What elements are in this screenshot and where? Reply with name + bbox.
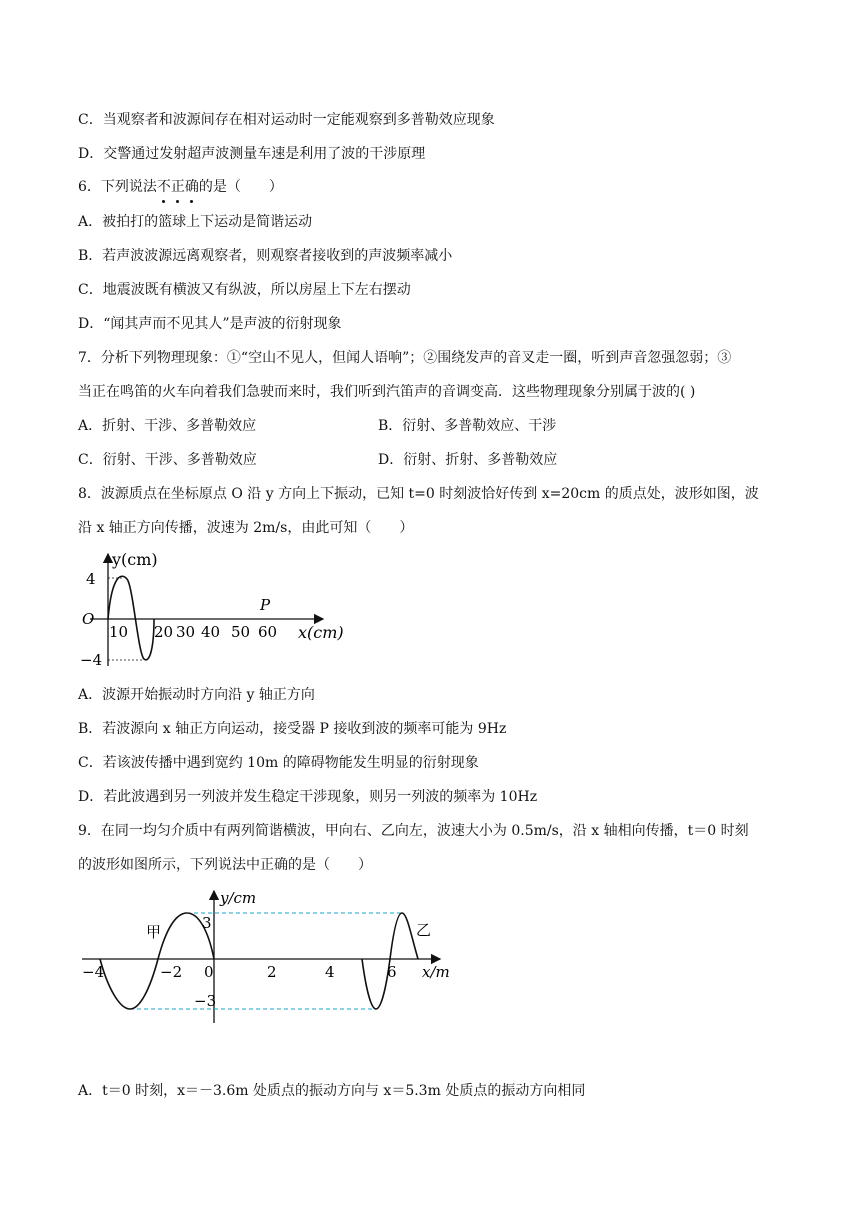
y-tick-3: 3	[202, 914, 212, 932]
q7-option-d: D．衍射、折射、多普勒效应	[378, 452, 558, 468]
x-tick-2: 2	[267, 963, 277, 981]
x-tick-4: 4	[325, 963, 335, 981]
q9-stem-line1: 9．在同一均匀介质中有两列简谐横波，甲向右、乙向左，波速大小为 0.5m/s，沿 x 轴相向传播，t＝0 时刻	[78, 823, 749, 839]
wave-yi-label: 乙	[416, 921, 432, 939]
x-tick-20: 20	[154, 623, 174, 641]
x-tick-40: 40	[201, 623, 221, 641]
q5-option-d: D．交警通过发射超声波测量车速是利用了波的干涉原理	[78, 146, 426, 162]
q6-stem	[78, 177, 283, 197]
q9-stem-line2: 的波形如图所示，下列说法中正确的是（ ）	[78, 857, 372, 873]
wave-jia-label: 甲	[146, 923, 162, 941]
emphasis-char: 不	[156, 179, 171, 195]
x-axis-label: x(cm)	[298, 623, 344, 642]
q7-option-a: A．折射、干涉、多普勒效应	[78, 418, 257, 434]
x-axis-label: x/m	[422, 963, 450, 981]
x-tick-neg2: −2	[160, 963, 183, 981]
x-tick-0: 0	[204, 963, 214, 981]
q6-stem-pre: 6．下列说法	[78, 179, 157, 195]
q7-option-b: B．衍射、多普勒效应、干涉	[378, 418, 557, 434]
y-tick-4: 4	[86, 570, 96, 588]
origin-label: O	[82, 610, 95, 628]
y-axis-label: y/cm	[220, 889, 257, 907]
q9-wave-figure	[78, 885, 458, 1025]
q7-stem-line1: 7．分析下列物理现象：①“空山不见人，但闻人语响”；②围绕发声的音叉走一圈，听到声音忽强忽弱；③	[78, 350, 732, 366]
q8-stem-line1: 8．波源质点在坐标原点 O 沿 y 方向上下振动，已知 t=0 时刻波恰好传到 x=20cm 的质点处，波形如图，波	[78, 486, 759, 502]
x-tick-50: 50	[231, 623, 251, 641]
q8-option-b: B．若波源向 x 轴正方向运动，接受器 P 接收到波的频率可能为 9Hz	[78, 721, 507, 737]
y-tick-neg4: −4	[80, 651, 103, 669]
y-axis-label: y(cm)	[112, 550, 158, 569]
emphasis-char: 确	[184, 179, 199, 195]
q6-option-b: B．若声波波源远离观察者，则观察者接收到的声波频率减小	[78, 248, 453, 264]
emphasis-char: 正	[170, 179, 185, 195]
x-tick-10: 10	[109, 623, 129, 641]
q8-wave-figure	[78, 548, 358, 673]
q8-option-a: A．波源开始振动时方向沿 y 轴正方向	[78, 687, 315, 703]
x-tick-60: 60	[258, 623, 278, 641]
wave-yi-curve	[362, 913, 418, 1009]
y-tick-neg3: −3	[194, 992, 217, 1010]
q6-option-c: C．地震波既有横波又有纵波，所以房屋上下左右摆动	[78, 282, 411, 298]
point-p-label: P	[260, 596, 271, 614]
q9-option-a: A．t＝0 时刻，x＝－3.6m 处质点的振动方向与 x＝5.3m 处质点的振动方向相同	[78, 1083, 586, 1099]
x-tick-6: 6	[387, 963, 397, 981]
wave-curve	[108, 576, 154, 660]
q6-stem-post: 的是（ ）	[198, 179, 283, 195]
q8-stem-line2: 沿 x 轴正方向传播，波速为 2m/s，由此可知（ ）	[78, 520, 414, 536]
q8-option-c: C．若该波传播中遇到宽约 10m 的障碍物能发生明显的衍射现象	[78, 755, 479, 771]
q5-option-c: C．当观察者和波源间存在相对运动时一定能观察到多普勒效应现象	[78, 112, 495, 128]
q6-option-d: D．“闻其声而不见其人”是声波的衍射现象	[78, 316, 342, 332]
q7-stem-line2: 当正在鸣笛的火车向着我们急驶而来时，我们听到汽笛声的音调变高．这些物理现象分别属于波的( )	[78, 384, 696, 400]
x-tick-neg4: −4	[82, 963, 105, 981]
q6-option-a: A．被拍打的篮球上下运动是简谐运动	[78, 214, 313, 230]
q8-option-d: D．若此波遇到另一列波并发生稳定干涉现象，则另一列波的频率为 10Hz	[78, 789, 538, 805]
q7-option-c: C．衍射、干涉、多普勒效应	[78, 452, 257, 468]
x-tick-30: 30	[176, 623, 196, 641]
